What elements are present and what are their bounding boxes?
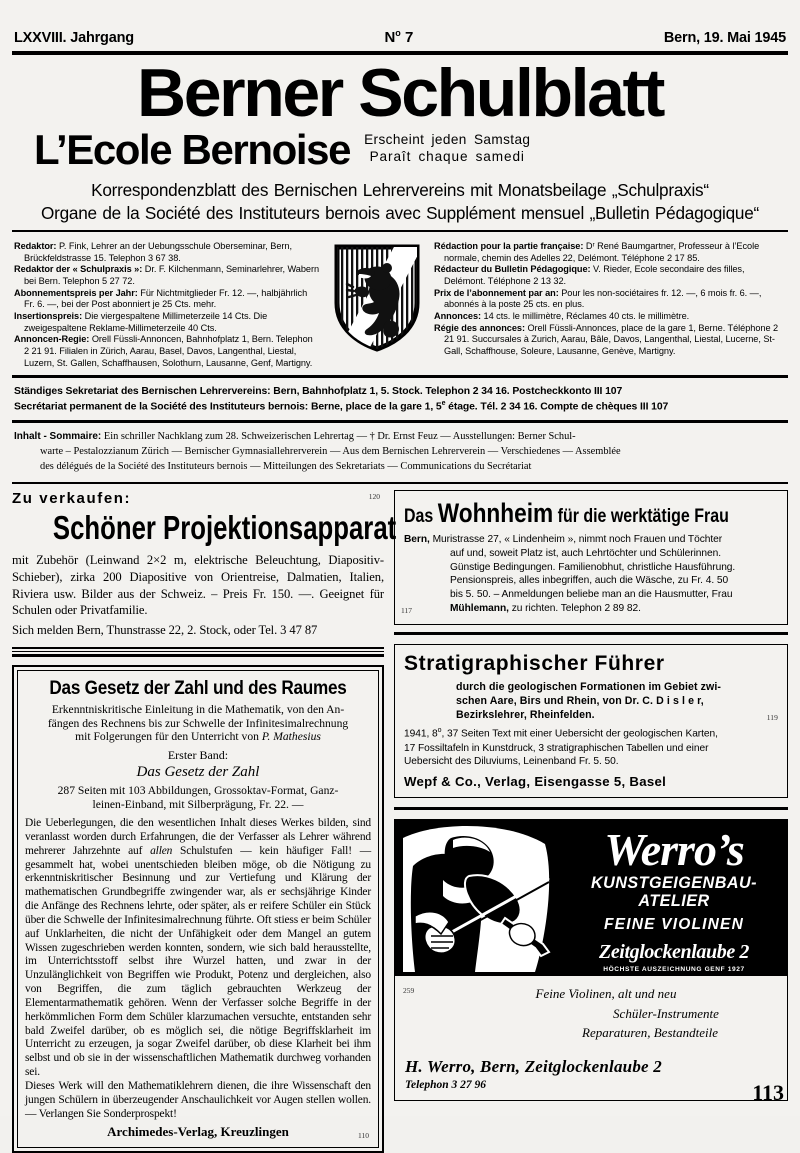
contents-line-3: des délégués de la Société des Instituteurs bernois — Mitteilungen des Sekretariats — Communications du Secrétariat <box>40 460 532 472</box>
ad-reference-number: 120 <box>368 491 380 501</box>
secretariat-line-fr: Secrétariat permanent de la Société des Instituteurs bernois: Berne, place de la gare 1, 5e étage. Tél. 2 34 16. Compte de chèques III 107 <box>14 399 669 413</box>
issue-number: $N^o$ 7 <box>384 28 414 46</box>
ad-wohnheim <box>394 490 788 625</box>
imprint-de-item: Redaktor der « Schulpraxis »: Dr. F. Kilchenmann, Seminarlehrer, Wabern bei Bern. Telephon 5 27 72. <box>14 264 320 287</box>
volume-label: LXXVIII. Jahrgang <box>14 30 134 46</box>
ad-strat-body: 1941, 8$^o$, 37 Seiten Text mit einer Uebersicht der geologischen Karten, 17 Fossiltafeln in Kunstdruck, 3 stratigraphischen Tabellen und einer Uebersicht des Diluviums, Leinenband Fr. 5. 50. <box>404 727 718 768</box>
imprint-de-item: Annoncen-Regie: Orell Füssli-Annoncen, Bahnhofplatz 1, Bern. Telephon 2 21 91. Filialen in Zürich, Aarau, Basel, Davos, Langenthal, Liestal, Luzern, St. Gallen, Schaffhausen, Solothurn, Lausanne, Genf, Martigny. <box>14 334 313 368</box>
ad-book-spec: 287 Seiten mit 103 Abbildungen, Grossoktav-Format, Ganz- leinen-Einband, mit Silberprägung, Fr. 22. — <box>57 784 339 812</box>
frequency-de: Erscheint jeden Samstag <box>364 132 531 148</box>
ad-werro-foot-1: Feine Violinen, alt und neu <box>535 986 677 1002</box>
ad-projector-contact: Sich melden Bern, Thunstrasse 22, 2. Stock, oder Tel. 3 47 87 <box>12 623 318 638</box>
imprint-de-item: Insertionspreis: Die viergespaltene Millimeterzeile 14 Cts. Die zweigespaltene Reklame-Millimeterzeile 40 Cts. <box>14 311 268 333</box>
secretariat-block <box>12 381 788 418</box>
ad-strat-publisher: Wepf & Co., Verlag, Eisengasse 5, Basel <box>404 774 667 790</box>
divider-med-2 <box>12 375 788 378</box>
ad-book-publisher: Archimedes-Verlag, Kreuzlingen 110 <box>107 1124 369 1141</box>
ad-werro-text-block <box>567 824 781 973</box>
publication-date: Bern, 19. Mai 1945 <box>663 30 786 46</box>
ad-projector-body: mit Zubehör (Leinwand 2×2 m, elektrische Beleuchtung, Diapositiv-Schieber), zirka 200 Diapositive von Orientreise, Dalmatien, Italien, Riviera usw. Bilder aus der Schweiz. – Preis Fr. 150. —. Geeignet für Schulen oder Privatfamilie. <box>12 552 384 618</box>
ad-werro-foot-2: Schüler-Instrumente <box>613 1005 719 1021</box>
imprint-fr-item: Annonces: 14 cts. le millimètre, Réclames 40 cts. le millimètre. <box>434 311 690 322</box>
left-column <box>12 489 397 1153</box>
divider-med-4 <box>394 632 788 635</box>
divider-med-1 <box>12 230 788 233</box>
masthead-title-fr: L’Ecole Bernoise <box>34 126 351 174</box>
ad-book-title: Das Gesetz der Zahl und des Raumes <box>49 676 347 699</box>
ad-projector-kicker: Zu verkaufen: 120 <box>12 489 380 507</box>
ad-werro-banner <box>395 820 787 976</box>
ad-werro-footer <box>395 976 787 1100</box>
violinist-illustration-icon <box>395 820 570 976</box>
divider-med-5 <box>394 807 788 810</box>
imprint-block <box>12 235 788 372</box>
ad-reference-number: 259 <box>403 986 415 996</box>
ad-book-paragraph-1: Die Ueberlegungen, die den wesentlichen Inhalt dieses Werkes bilden, sind veranlasst worden durch Erfahrungen, die der Verfasser als Lehrer während mehrerer Jahrzehnte auf allen Schulstufen — kein häufiger Fall! — gesammelt hat, wobei unentschieden bleiben möge, ob die Nötigung zu erkenntniskritischer Besinnung und zur Vertiefung und Klärung der mathematischen Grundbegriffe zwingender war, als er sechsjährige Kinder die Anfänge des Rechnens lehrte, oder später, als er reifere Schüler ein Stück über die Schwelle der Infinitesimalrechnung führte. Oft stiess er beim Schüler auf Unklarheiten, die nicht der Unfähigkeit oder dem Mangel an gutem Wissen zugeschrieben werden konnten, sondern, wie sich bald herausstellte, im Unterrichtsstoff selbst ihre Wurzel hatten, und zwar in der Unzulänglichkeit von Begriffen wie Produkt, Potenz und dergleichen, also von Begriffen, die zum täglich gebrauchten Werkzeug der Elementarmathematik gehören. Wenn der Verfasser solche Begriffe in der herkömmlichen Form dem Schüler klarzumachen versuchte, entstanden sehr bald Zweifel darüber, ob es möglich sei, die nötige Begriffsklarheit im Unterricht zu erzeugen, ja sogar Zweifel darüber, ob diese Klarheit bei ihm selbst und ob sie in der wissenschaftlichen Mathematik durchweg vorhanden sei. <box>25 817 371 1079</box>
ad-werro-award: HÖCHSTE AUSZEICHNUNG GENF 1927 <box>603 965 745 973</box>
divider-thin-1 <box>12 482 788 483</box>
imprint-german <box>14 241 320 369</box>
ad-werro-name: H. Werro, Bern, Zeitglockenlaube 2 <box>405 1056 662 1076</box>
ad-projector <box>12 489 397 639</box>
subtitle-fr: Organe de la Société des Instituteurs bernois avec Supplément mensuel „Bulletin Pédagogique“ <box>41 202 759 223</box>
ad-werro-line4: Zeitglockenlaube 2 <box>599 940 749 963</box>
contents-line-1: Inhalt - Sommaire: Ein schriller Nachklang zum 28. Schweizerischen Lehrertag — † Dr. Ernst Feuz — Ausstellungen: Berner Schul- <box>14 431 576 443</box>
ad-stratigraphischer-fuehrer <box>394 644 788 799</box>
ad-wohnheim-body: Bern, Muristrasse 27, « Lindenheim », nimmt noch Frauen und Töchter auf und, soweit Platz ist, auch Lehrtöchter und Schülerinnen. Günstige Bedingungen. Familienobhut, christliche Hausführung. Pensionspreis, alles inbegriffen, auch die Wäsche, zu Fr. 4. 50 bis 5. 50. – Anmeldungen beliebe man an die Hausmutter, Frau Mühlemann, zu richten. Telephon 2 89 82. <box>404 533 736 615</box>
imprint-de-item: Abonnementspreis per Jahr: Für Nichtmitglieder Fr. 12. —, halbjährlich Fr. 6. —, bei der Post abonniert je 25 Cts. mehr. <box>14 287 308 310</box>
contents-block <box>12 426 788 479</box>
masthead <box>12 55 788 224</box>
divider-med-3 <box>12 420 788 423</box>
ad-book-paragraph-2: Dieses Werk will den Mathematiklehrern dienen, die ihre Wissenschaft den jungen Schülern in überzeugender Anschaulichkeit vor Augen stellen wollen. — Verlangen Sie Sonderprospekt! <box>25 1079 371 1120</box>
subtitle-de: Korrespondenzblatt des Bernischen Lehrervereins mit Monatsbeilage „Schulpraxis“ <box>91 179 709 200</box>
ad-reference-number: 119 <box>766 713 778 723</box>
ad-werro-telephone: Telephon 3 27 96 <box>405 1078 487 1091</box>
ad-werro-line2: KUNSTGEIGENBAU- ATELIER <box>591 872 757 910</box>
ad-strat-title: Stratigraphischer Führer <box>404 651 665 675</box>
ad-book-volume-title: Das Gesetz der Zahl <box>136 764 260 781</box>
ad-projector-title: Schöner Projektionsapparat <box>52 508 397 546</box>
issue-sup: o <box>395 28 401 38</box>
imprint-fr-item: Régie des annonces: Orell Füssli-Annonces, place de la gare 1, Berne. Téléphone 2 21 91. Succursales à Zurich, Aarau, Bâle, Davos, Langenthal, Liestal, Lucerne, St-Gall, Schaffhouse, Soleure, Lausanne, Genève, Martigny. <box>434 322 779 356</box>
frequency-fr: Paraît chaque samedi <box>369 149 525 164</box>
masthead-frequency <box>350 132 530 170</box>
imprint-french <box>434 241 786 369</box>
imprint-de-item: Redaktor: P. Fink, Lehrer an der Uebungsschule Oberseminar, Bern, Brückfeldstrasse 15. Telephon 3 67 38. <box>14 241 292 263</box>
imprint-fr-item: Rédacteur du Bulletin Pédagogique: V. Rieder, Ecole secondaire des filles, Delémont. Téléphone 2 13 32. <box>434 264 745 287</box>
ad-werro-logo: Werro’s <box>604 824 744 876</box>
ad-werro-foot-3: Reparaturen, Bestandteile <box>582 1025 718 1041</box>
ad-book <box>12 665 384 1153</box>
contents-line-2: warte – Pestalozzianum Zürich — Bernischer Gymnasiallehrerverein — Aus dem Bernischen Lehrerverein — Verschiedenes — Assemblée <box>40 445 621 457</box>
ads-area <box>12 490 788 1153</box>
ad-wohnheim-title: Das Wohnheim für die werktätige Frau <box>404 497 729 528</box>
ad-werro <box>394 819 788 1101</box>
page-number: 113 <box>752 1080 784 1105</box>
masthead-title-de: Berner Schulblatt <box>137 55 663 131</box>
divider-double <box>12 647 384 657</box>
ad-book-subtitle: Erkenntniskritische Einleitung in die Mathematik, von den An- fängen des Rechnens bis zur Schwelle der Infinitesimalrechnung mit Folgerungen für den Unterricht von P. Mathesius <box>47 702 349 744</box>
bern-coat-of-arms-icon <box>331 241 423 353</box>
imprint-fr-item: Prix de l’abonnement par an: Pour les non-sociétaires fr. 12. —, 6 mois fr. 6. —, abonnés à la poste 25 cts. en plus. <box>434 287 762 310</box>
issue-header-line <box>12 28 788 50</box>
ad-reference-number: 117 <box>401 606 412 615</box>
right-column <box>394 490 788 1153</box>
ad-werro-line3: FEINE VIOLINEN <box>604 915 744 933</box>
ad-book-volume-label: Erster Band: <box>167 748 229 763</box>
ad-reference-number: 110 <box>358 1131 369 1141</box>
secretariat-line-de: Ständiges Sekretariat des Bernischen Lehrervereins: Bern, Bahnhofplatz 1, 5. Stock. Telephon 2 34 16. Postcheckkonto III 107 <box>14 385 623 397</box>
ad-strat-subtitle: durch die geologischen Formationen im Gebiet zwi- schen Aare, Birs und Rhein, von Dr. C. D i s l e r, Bezirkslehrer, Rheinfelden. 119 <box>456 680 778 723</box>
imprint-fr-item: Rédaction pour la partie française: Dʳ René Baumgartner, Professeur à l’Ecole normale, chemin des Adelles 22, Delémont. Téléphone 2 17 85. <box>434 241 760 263</box>
